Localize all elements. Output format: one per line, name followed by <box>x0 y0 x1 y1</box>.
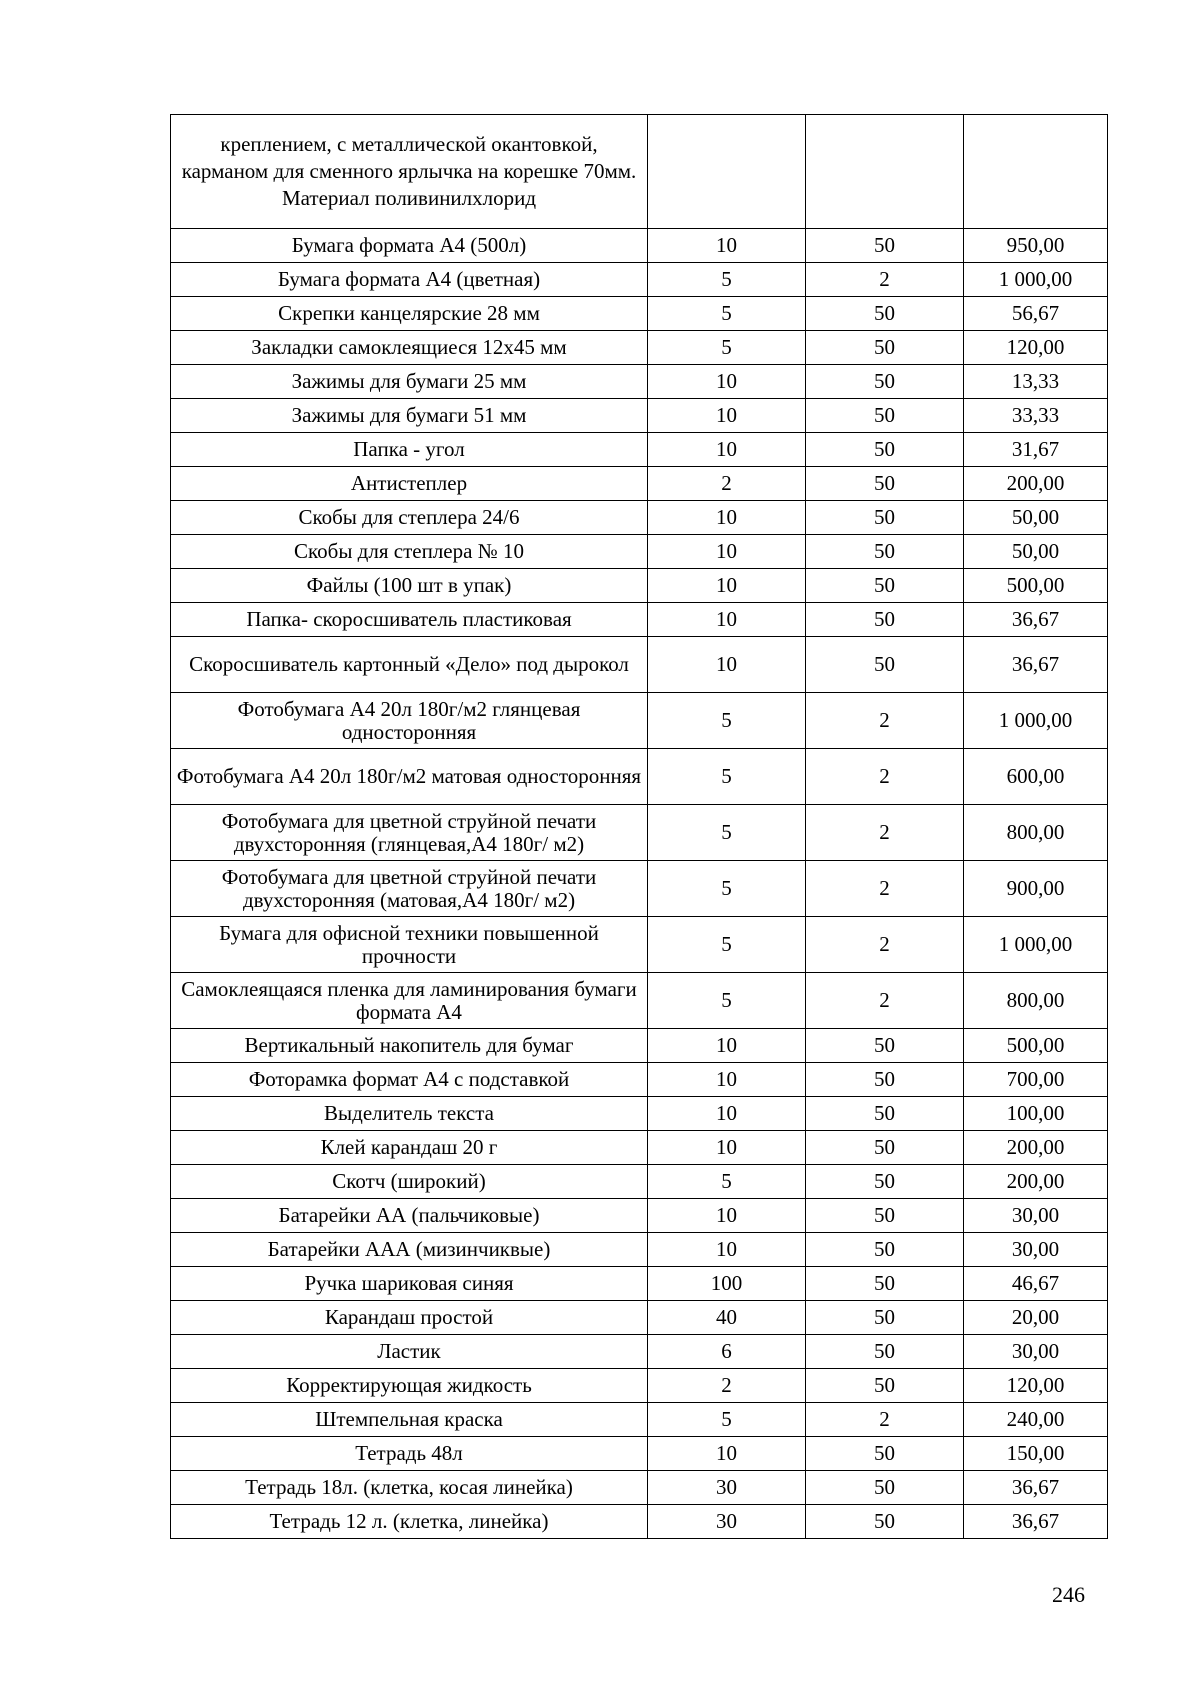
table-row <box>171 1471 1108 1505</box>
item-name-cell: Папка- скоросшиватель пластиковая <box>171 603 648 637</box>
price-cell: 36,67 <box>964 637 1108 693</box>
price-cell: 500,00 <box>964 569 1108 603</box>
quantity-cell: 50 <box>806 229 964 263</box>
price-cell: 20,00 <box>964 1301 1108 1335</box>
quantity-cell: 50 <box>806 535 964 569</box>
item-name-cell: Фотобумага А4 20л 180г/м2 глянцевая односторонняя <box>171 693 648 749</box>
item-name-cell: Бумага формата А4 (цветная) <box>171 263 648 297</box>
item-name-cell: Фоторамка формат А4 с подставкой <box>171 1063 648 1097</box>
price-cell: 50,00 <box>964 501 1108 535</box>
price-cell: 120,00 <box>964 1369 1108 1403</box>
item-name-cell: Закладки самоклеящиеся 12х45 мм <box>171 331 648 365</box>
table-row <box>171 637 1108 693</box>
item-name-cell: Антистеплер <box>171 467 648 501</box>
quantity-cell: 6 <box>648 1335 806 1369</box>
item-name-cell: Батарейки АА (пальчиковые) <box>171 1199 648 1233</box>
quantity-cell: 5 <box>648 749 806 805</box>
price-cell: 240,00 <box>964 1403 1108 1437</box>
table-row <box>171 1233 1108 1267</box>
item-name-cell: Клей карандаш 20 г <box>171 1131 648 1165</box>
table-row <box>171 263 1108 297</box>
item-name-cell: Батарейки ААА (мизинчиквые) <box>171 1233 648 1267</box>
table-row <box>171 1267 1108 1301</box>
table-row <box>171 1505 1108 1539</box>
item-name-cell: Зажимы для бумаги 25 мм <box>171 365 648 399</box>
quantity-cell: 50 <box>806 1369 964 1403</box>
table-row <box>171 1029 1108 1063</box>
item-name-cell: Тетрадь 12 л. (клетка, линейка) <box>171 1505 648 1539</box>
item-name-cell: Скобы для степлера № 10 <box>171 535 648 569</box>
quantity-cell: 2 <box>648 467 806 501</box>
quantity-cell: 10 <box>648 1029 806 1063</box>
table-row <box>171 693 1108 749</box>
item-name-cell: Фотобумага для цветной струйной печати двухсторонняя (матовая,А4 180г/ м2) <box>171 861 648 917</box>
table-row <box>171 331 1108 365</box>
price-cell: 31,67 <box>964 433 1108 467</box>
quantity-cell: 50 <box>806 1335 964 1369</box>
quantity-cell: 2 <box>806 693 964 749</box>
table-row <box>171 1199 1108 1233</box>
item-name-cell: Папка - угол <box>171 433 648 467</box>
quantity-cell: 50 <box>806 1063 964 1097</box>
price-cell: 200,00 <box>964 1165 1108 1199</box>
item-name-cell: Фотобумага для цветной струйной печати двухсторонняя (глянцевая,А4 180г/ м2) <box>171 805 648 861</box>
quantity-cell: 5 <box>648 297 806 331</box>
price-cell: 30,00 <box>964 1233 1108 1267</box>
table-body <box>171 115 1108 1539</box>
item-name-cell: Ручка шариковая синяя <box>171 1267 648 1301</box>
quantity-cell: 10 <box>648 637 806 693</box>
quantity-cell <box>648 115 806 229</box>
item-name-cell: Тетрадь 48л <box>171 1437 648 1471</box>
price-cell: 100,00 <box>964 1097 1108 1131</box>
quantity-cell: 10 <box>648 569 806 603</box>
item-name-cell: Бумага формата А4 (500л) <box>171 229 648 263</box>
quantity-cell: 10 <box>648 433 806 467</box>
table-row <box>171 749 1108 805</box>
item-name-cell: Самоклеящаяся пленка для ламинирования бумаги формата А4 <box>171 973 648 1029</box>
quantity-cell: 10 <box>648 399 806 433</box>
quantity-cell: 10 <box>648 535 806 569</box>
table-row <box>171 399 1108 433</box>
price-cell: 200,00 <box>964 1131 1108 1165</box>
quantity-cell: 10 <box>648 1131 806 1165</box>
quantity-cell: 50 <box>806 1301 964 1335</box>
item-name-cell: Карандаш простой <box>171 1301 648 1335</box>
quantity-cell: 5 <box>648 861 806 917</box>
quantity-cell: 5 <box>648 917 806 973</box>
item-name-cell: Фотобумага А4 20л 180г/м2 матовая односторонняя <box>171 749 648 805</box>
quantity-cell: 50 <box>806 1097 964 1131</box>
table-row <box>171 467 1108 501</box>
price-cell: 950,00 <box>964 229 1108 263</box>
table-row <box>171 861 1108 917</box>
item-name-cell: Ластик <box>171 1335 648 1369</box>
quantity-cell: 10 <box>648 1097 806 1131</box>
quantity-cell: 10 <box>648 1063 806 1097</box>
quantity-cell: 50 <box>806 433 964 467</box>
table-row <box>171 1131 1108 1165</box>
quantity-cell: 5 <box>648 693 806 749</box>
table-row <box>171 569 1108 603</box>
quantity-cell: 40 <box>648 1301 806 1335</box>
quantity-cell: 50 <box>806 1131 964 1165</box>
quantity-cell: 5 <box>648 263 806 297</box>
price-cell: 120,00 <box>964 331 1108 365</box>
quantity-cell: 50 <box>806 637 964 693</box>
item-name-cell: Скрепки канцелярские 28 мм <box>171 297 648 331</box>
quantity-cell: 10 <box>648 229 806 263</box>
price-cell: 46,67 <box>964 1267 1108 1301</box>
quantity-cell: 2 <box>806 263 964 297</box>
quantity-cell: 5 <box>648 805 806 861</box>
quantity-cell: 10 <box>648 1199 806 1233</box>
price-cell: 700,00 <box>964 1063 1108 1097</box>
table-row <box>171 1097 1108 1131</box>
supplies-table <box>170 114 1108 1539</box>
table-row <box>171 365 1108 399</box>
price-cell: 800,00 <box>964 805 1108 861</box>
item-name-cell: креплением, с металлической окантовкой, карманом для сменного ярлычка на корешке 70мм. Материал поливинилхлорид <box>171 115 648 229</box>
table-row <box>171 603 1108 637</box>
price-cell <box>964 115 1108 229</box>
quantity-cell: 100 <box>648 1267 806 1301</box>
item-name-cell: Скобы для степлера 24/6 <box>171 501 648 535</box>
item-name-cell: Скотч (широкий) <box>171 1165 648 1199</box>
price-cell: 1 000,00 <box>964 263 1108 297</box>
table-row <box>171 1403 1108 1437</box>
quantity-cell: 50 <box>806 331 964 365</box>
quantity-cell: 50 <box>806 1199 964 1233</box>
price-cell: 500,00 <box>964 1029 1108 1063</box>
quantity-cell: 2 <box>806 805 964 861</box>
quantity-cell: 5 <box>648 973 806 1029</box>
quantity-cell: 5 <box>648 1403 806 1437</box>
item-name-cell: Штемпельная краска <box>171 1403 648 1437</box>
quantity-cell: 50 <box>806 467 964 501</box>
item-name-cell: Выделитель текста <box>171 1097 648 1131</box>
quantity-cell: 2 <box>806 917 964 973</box>
price-cell: 1 000,00 <box>964 917 1108 973</box>
quantity-cell: 50 <box>806 1029 964 1063</box>
quantity-cell: 2 <box>648 1369 806 1403</box>
price-cell: 30,00 <box>964 1335 1108 1369</box>
quantity-cell: 50 <box>806 1437 964 1471</box>
price-cell: 150,00 <box>964 1437 1108 1471</box>
price-cell: 36,67 <box>964 603 1108 637</box>
quantity-cell: 50 <box>806 501 964 535</box>
page-number: 246 <box>1052 1582 1085 1607</box>
quantity-cell <box>806 115 964 229</box>
quantity-cell: 5 <box>648 1165 806 1199</box>
quantity-cell: 50 <box>806 1165 964 1199</box>
price-cell: 1 000,00 <box>964 693 1108 749</box>
quantity-cell: 10 <box>648 1437 806 1471</box>
table-row <box>171 973 1108 1029</box>
quantity-cell: 2 <box>806 973 964 1029</box>
item-name-cell: Тетрадь 18л. (клетка, косая линейка) <box>171 1471 648 1505</box>
table-row <box>171 1063 1108 1097</box>
quantity-cell: 30 <box>648 1471 806 1505</box>
table-row <box>171 1369 1108 1403</box>
quantity-cell: 50 <box>806 569 964 603</box>
price-cell: 900,00 <box>964 861 1108 917</box>
price-cell: 56,67 <box>964 297 1108 331</box>
price-cell: 600,00 <box>964 749 1108 805</box>
price-cell: 50,00 <box>964 535 1108 569</box>
quantity-cell: 50 <box>806 297 964 331</box>
price-cell: 36,67 <box>964 1505 1108 1539</box>
quantity-cell: 30 <box>648 1505 806 1539</box>
item-name-cell: Файлы (100 шт в упак) <box>171 569 648 603</box>
table-row <box>171 115 1108 229</box>
table-row <box>171 297 1108 331</box>
table-row <box>171 1165 1108 1199</box>
table-row <box>171 1437 1108 1471</box>
item-name-cell: Скоросшиватель картонный «Дело» под дырокол <box>171 637 648 693</box>
quantity-cell: 50 <box>806 399 964 433</box>
quantity-cell: 50 <box>806 1471 964 1505</box>
quantity-cell: 2 <box>806 1403 964 1437</box>
price-cell: 200,00 <box>964 467 1108 501</box>
item-name-cell: Вертикальный накопитель для бумаг <box>171 1029 648 1063</box>
quantity-cell: 10 <box>648 365 806 399</box>
price-cell: 33,33 <box>964 399 1108 433</box>
table-row <box>171 805 1108 861</box>
quantity-cell: 10 <box>648 501 806 535</box>
quantity-cell: 10 <box>648 1233 806 1267</box>
price-cell: 13,33 <box>964 365 1108 399</box>
table-row <box>171 501 1108 535</box>
table-row <box>171 229 1108 263</box>
quantity-cell: 50 <box>806 365 964 399</box>
table-row <box>171 433 1108 467</box>
quantity-cell: 50 <box>806 1267 964 1301</box>
quantity-cell: 50 <box>806 603 964 637</box>
item-name-cell: Корректирующая жидкость <box>171 1369 648 1403</box>
price-cell: 800,00 <box>964 973 1108 1029</box>
table-row <box>171 535 1108 569</box>
price-cell: 36,67 <box>964 1471 1108 1505</box>
quantity-cell: 50 <box>806 1233 964 1267</box>
quantity-cell: 5 <box>648 331 806 365</box>
quantity-cell: 2 <box>806 861 964 917</box>
item-name-cell: Зажимы для бумаги 51 мм <box>171 399 648 433</box>
table-row <box>171 1301 1108 1335</box>
quantity-cell: 50 <box>806 1505 964 1539</box>
price-cell: 30,00 <box>964 1199 1108 1233</box>
table-row <box>171 917 1108 973</box>
quantity-cell: 2 <box>806 749 964 805</box>
quantity-cell: 10 <box>648 603 806 637</box>
item-name-cell: Бумага для офисной техники повышенной прочности <box>171 917 648 973</box>
table-row <box>171 1335 1108 1369</box>
